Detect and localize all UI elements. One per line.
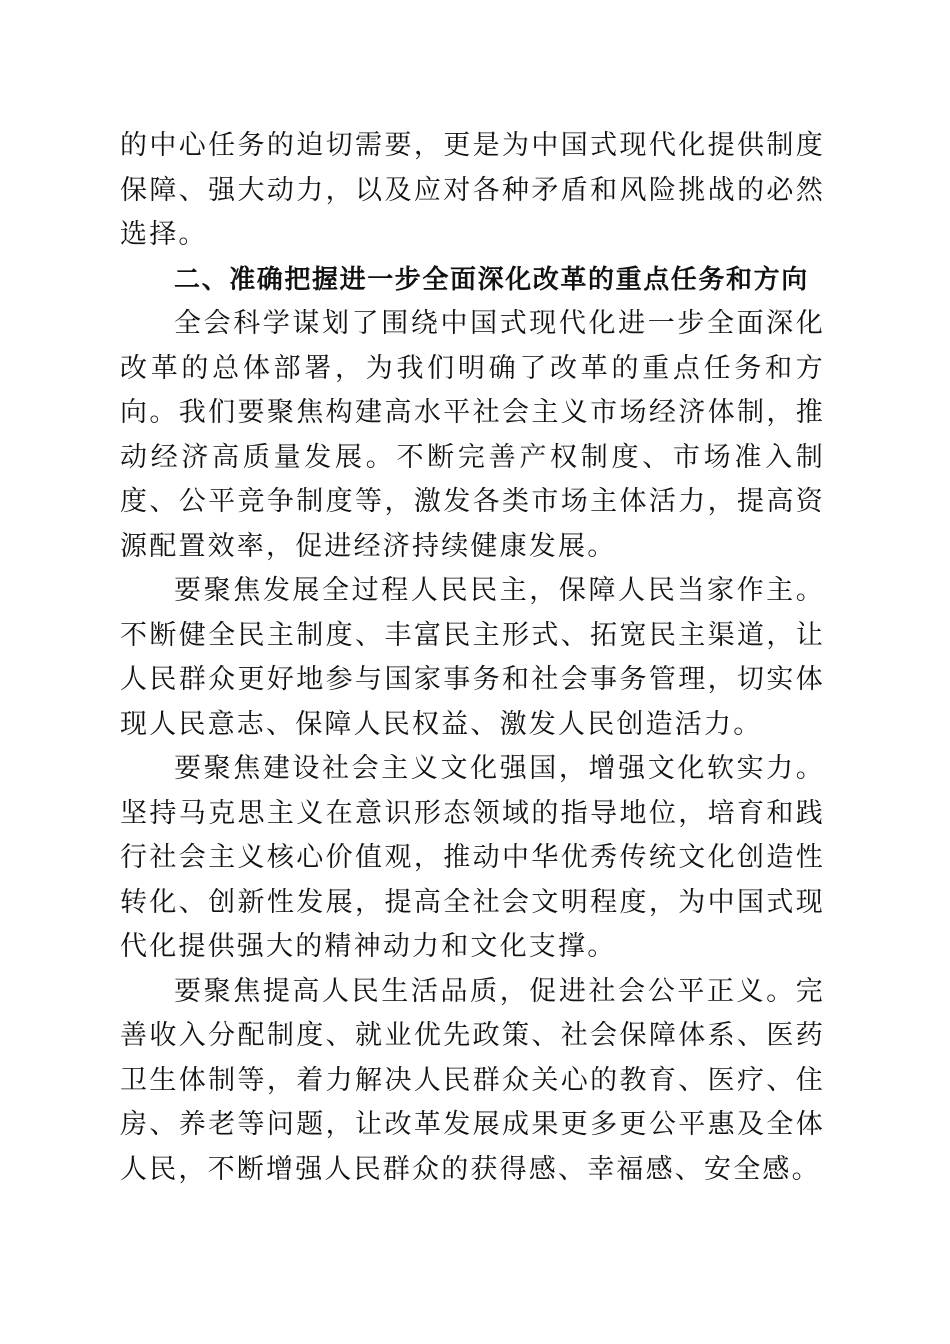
section-heading: 二、准确把握进一步全面深化改革的重点任务和方向: [174, 264, 809, 295]
paragraph-living-quality: 要聚焦提高人民生活品质，促进社会公平正义。完善收入分配制度、就业优先政策、社会保障体系、医药卫生体制等，着力解决人民群众关心的教育、医疗、住房、养老等问题，让改革发展成果更多更公平惠及全体人民，不断增强人民群众的获得感、幸福感、安全感。: [120, 975, 825, 1185]
paragraph-people-democracy: 要聚焦发展全过程人民民主，保障人民当家作主。不断健全民主制度、丰富民主形式、拓宽民主渠道，让人民群众更好地参与国家事务和社会事务管理，切实体现人民意志、保障人民权益、激发人民创造活力。: [120, 575, 825, 740]
document-page: [120, 124, 825, 1192]
paragraph-continuation: 的中心任务的迫切需要，更是为中国式现代化提供制度保障、强大动力，以及应对各种矛盾和风险挑战的必然选择。: [120, 130, 825, 250]
paragraph-cultural-power: 要聚焦建设社会主义文化强国，增强文化软实力。坚持马克思主义在意识形态领域的指导地位，培育和践行社会主义核心价值观，推动中华优秀传统文化创造性转化、创新性发展，提高全社会文明程度，为中国式现代化提供强大的精神动力和文化支撑。: [120, 753, 825, 962]
paragraph-reform-deployment: 全会科学谋划了围绕中国式现代化进一步全面深化改革的总体部署，为我们明确了改革的重点任务和方向。我们要聚焦构建高水平社会主义市场经济体制，推动经济高质量发展。不断完善产权制度、市场准入制度、公平竞争制度等，激发各类市场主体活力，提高资源配置效率，促进经济持续健康发展。: [120, 308, 825, 562]
